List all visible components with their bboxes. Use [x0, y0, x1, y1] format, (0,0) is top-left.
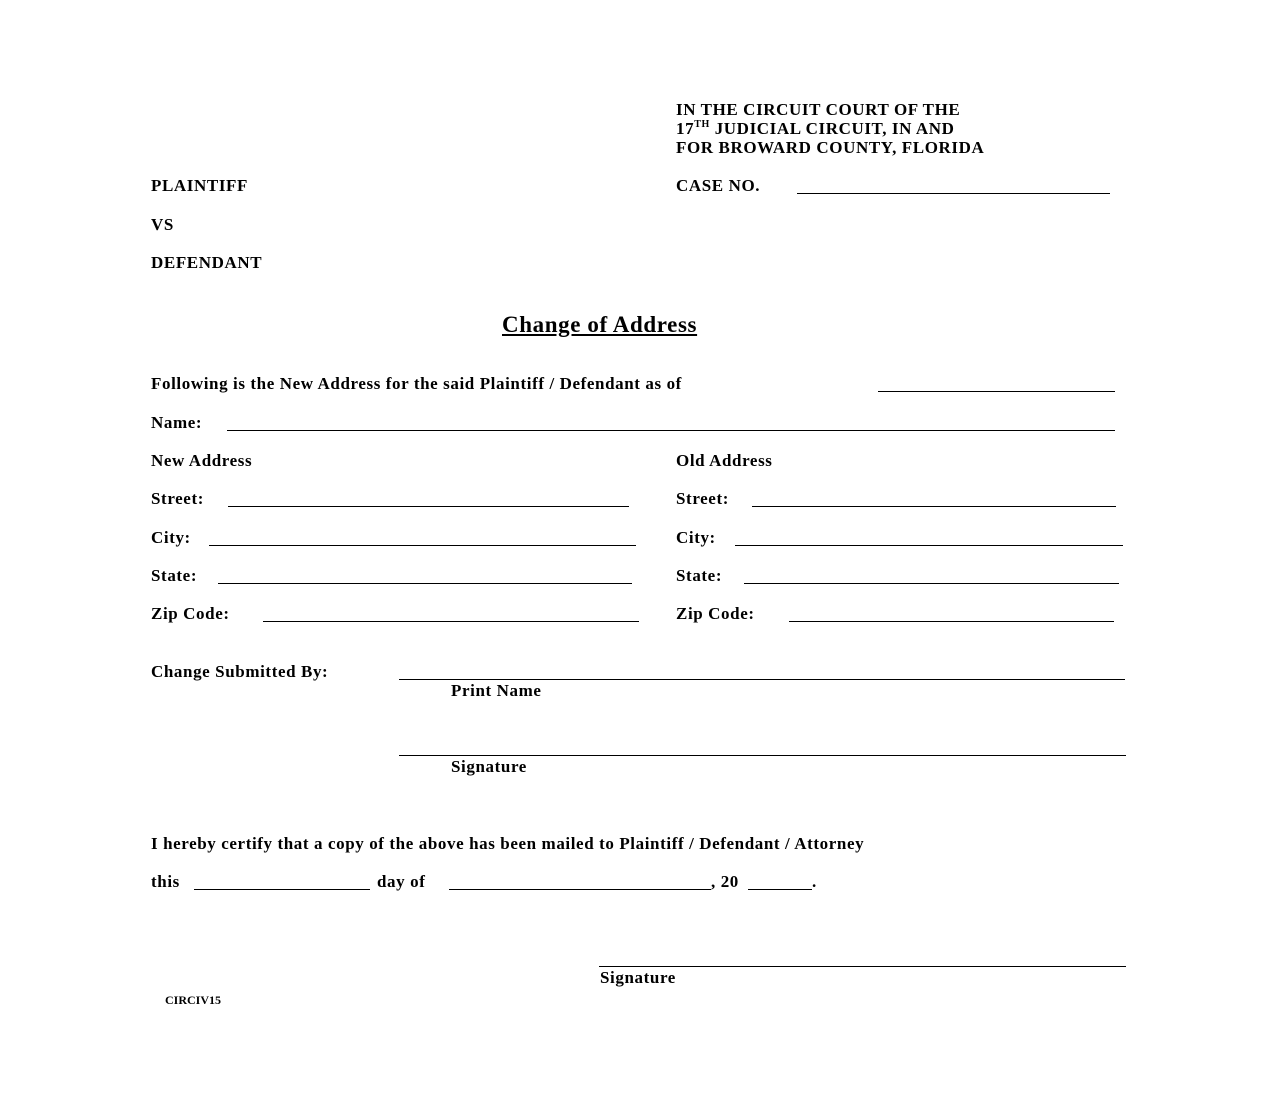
new-city-field[interactable] [209, 545, 636, 546]
cert-month-field[interactable] [449, 889, 711, 890]
court-header-line-1: IN THE CIRCUIT COURT OF THE [676, 100, 961, 119]
old-street-field[interactable] [752, 506, 1116, 507]
cert-day-of-label: day of [377, 872, 426, 891]
new-street-field[interactable] [228, 506, 629, 507]
name-field[interactable] [227, 430, 1115, 431]
case-no-field[interactable] [797, 193, 1110, 194]
new-state-label: State: [151, 566, 198, 585]
effective-date-field[interactable] [878, 391, 1115, 392]
case-no-label: CASE NO. [676, 176, 761, 195]
form-title: Change of Address [502, 312, 698, 337]
cert-year-prefix: , 20 [711, 872, 739, 891]
intro-text: Following is the New Address for the said Plaintiff / Defendant as of [151, 374, 682, 393]
old-city-field[interactable] [735, 545, 1123, 546]
new-state-field[interactable] [218, 583, 632, 584]
court-header-line-2 [676, 119, 955, 139]
submitted-by-label: Change Submitted By: [151, 662, 329, 681]
new-city-label: City: [151, 528, 191, 547]
cert-year-suffix: . [812, 872, 817, 891]
cert-this-label: this [151, 872, 180, 891]
signature-caption: Signature [451, 757, 527, 776]
circuit-text: JUDICIAL CIRCUIT, IN AND [709, 119, 955, 138]
old-state-field[interactable] [744, 583, 1119, 584]
old-zip-field[interactable] [789, 621, 1114, 622]
court-header-line-3: FOR BROWARD COUNTY, FLORIDA [676, 138, 985, 157]
vs-label: VS [151, 215, 174, 234]
final-signature-field[interactable] [599, 966, 1126, 967]
final-signature-caption: Signature [600, 968, 676, 987]
cert-year-field[interactable] [748, 889, 812, 890]
old-state-label: State: [676, 566, 723, 585]
submitted-by-signature-field[interactable] [399, 755, 1126, 756]
form-code: CIRCIV15 [165, 993, 222, 1007]
new-street-label: Street: [151, 489, 204, 508]
new-address-heading: New Address [151, 451, 253, 470]
new-zip-field[interactable] [263, 621, 639, 622]
defendant-label: DEFENDANT [151, 253, 263, 272]
old-city-label: City: [676, 528, 716, 547]
old-zip-label: Zip Code: [676, 604, 755, 623]
print-name-caption: Print Name [451, 681, 542, 700]
circuit-number-suffix: TH [694, 119, 710, 130]
old-street-label: Street: [676, 489, 729, 508]
submitted-by-print-name-field[interactable] [399, 679, 1125, 680]
old-address-heading: Old Address [676, 451, 773, 470]
certification-text: I hereby certify that a copy of the above has been mailed to Plaintiff / Defendant / Attorney [151, 834, 865, 853]
circuit-number: 17 [676, 119, 695, 138]
cert-day-field[interactable] [194, 889, 370, 890]
plaintiff-label: PLAINTIFF [151, 176, 249, 195]
name-label: Name: [151, 413, 203, 432]
new-zip-label: Zip Code: [151, 604, 230, 623]
